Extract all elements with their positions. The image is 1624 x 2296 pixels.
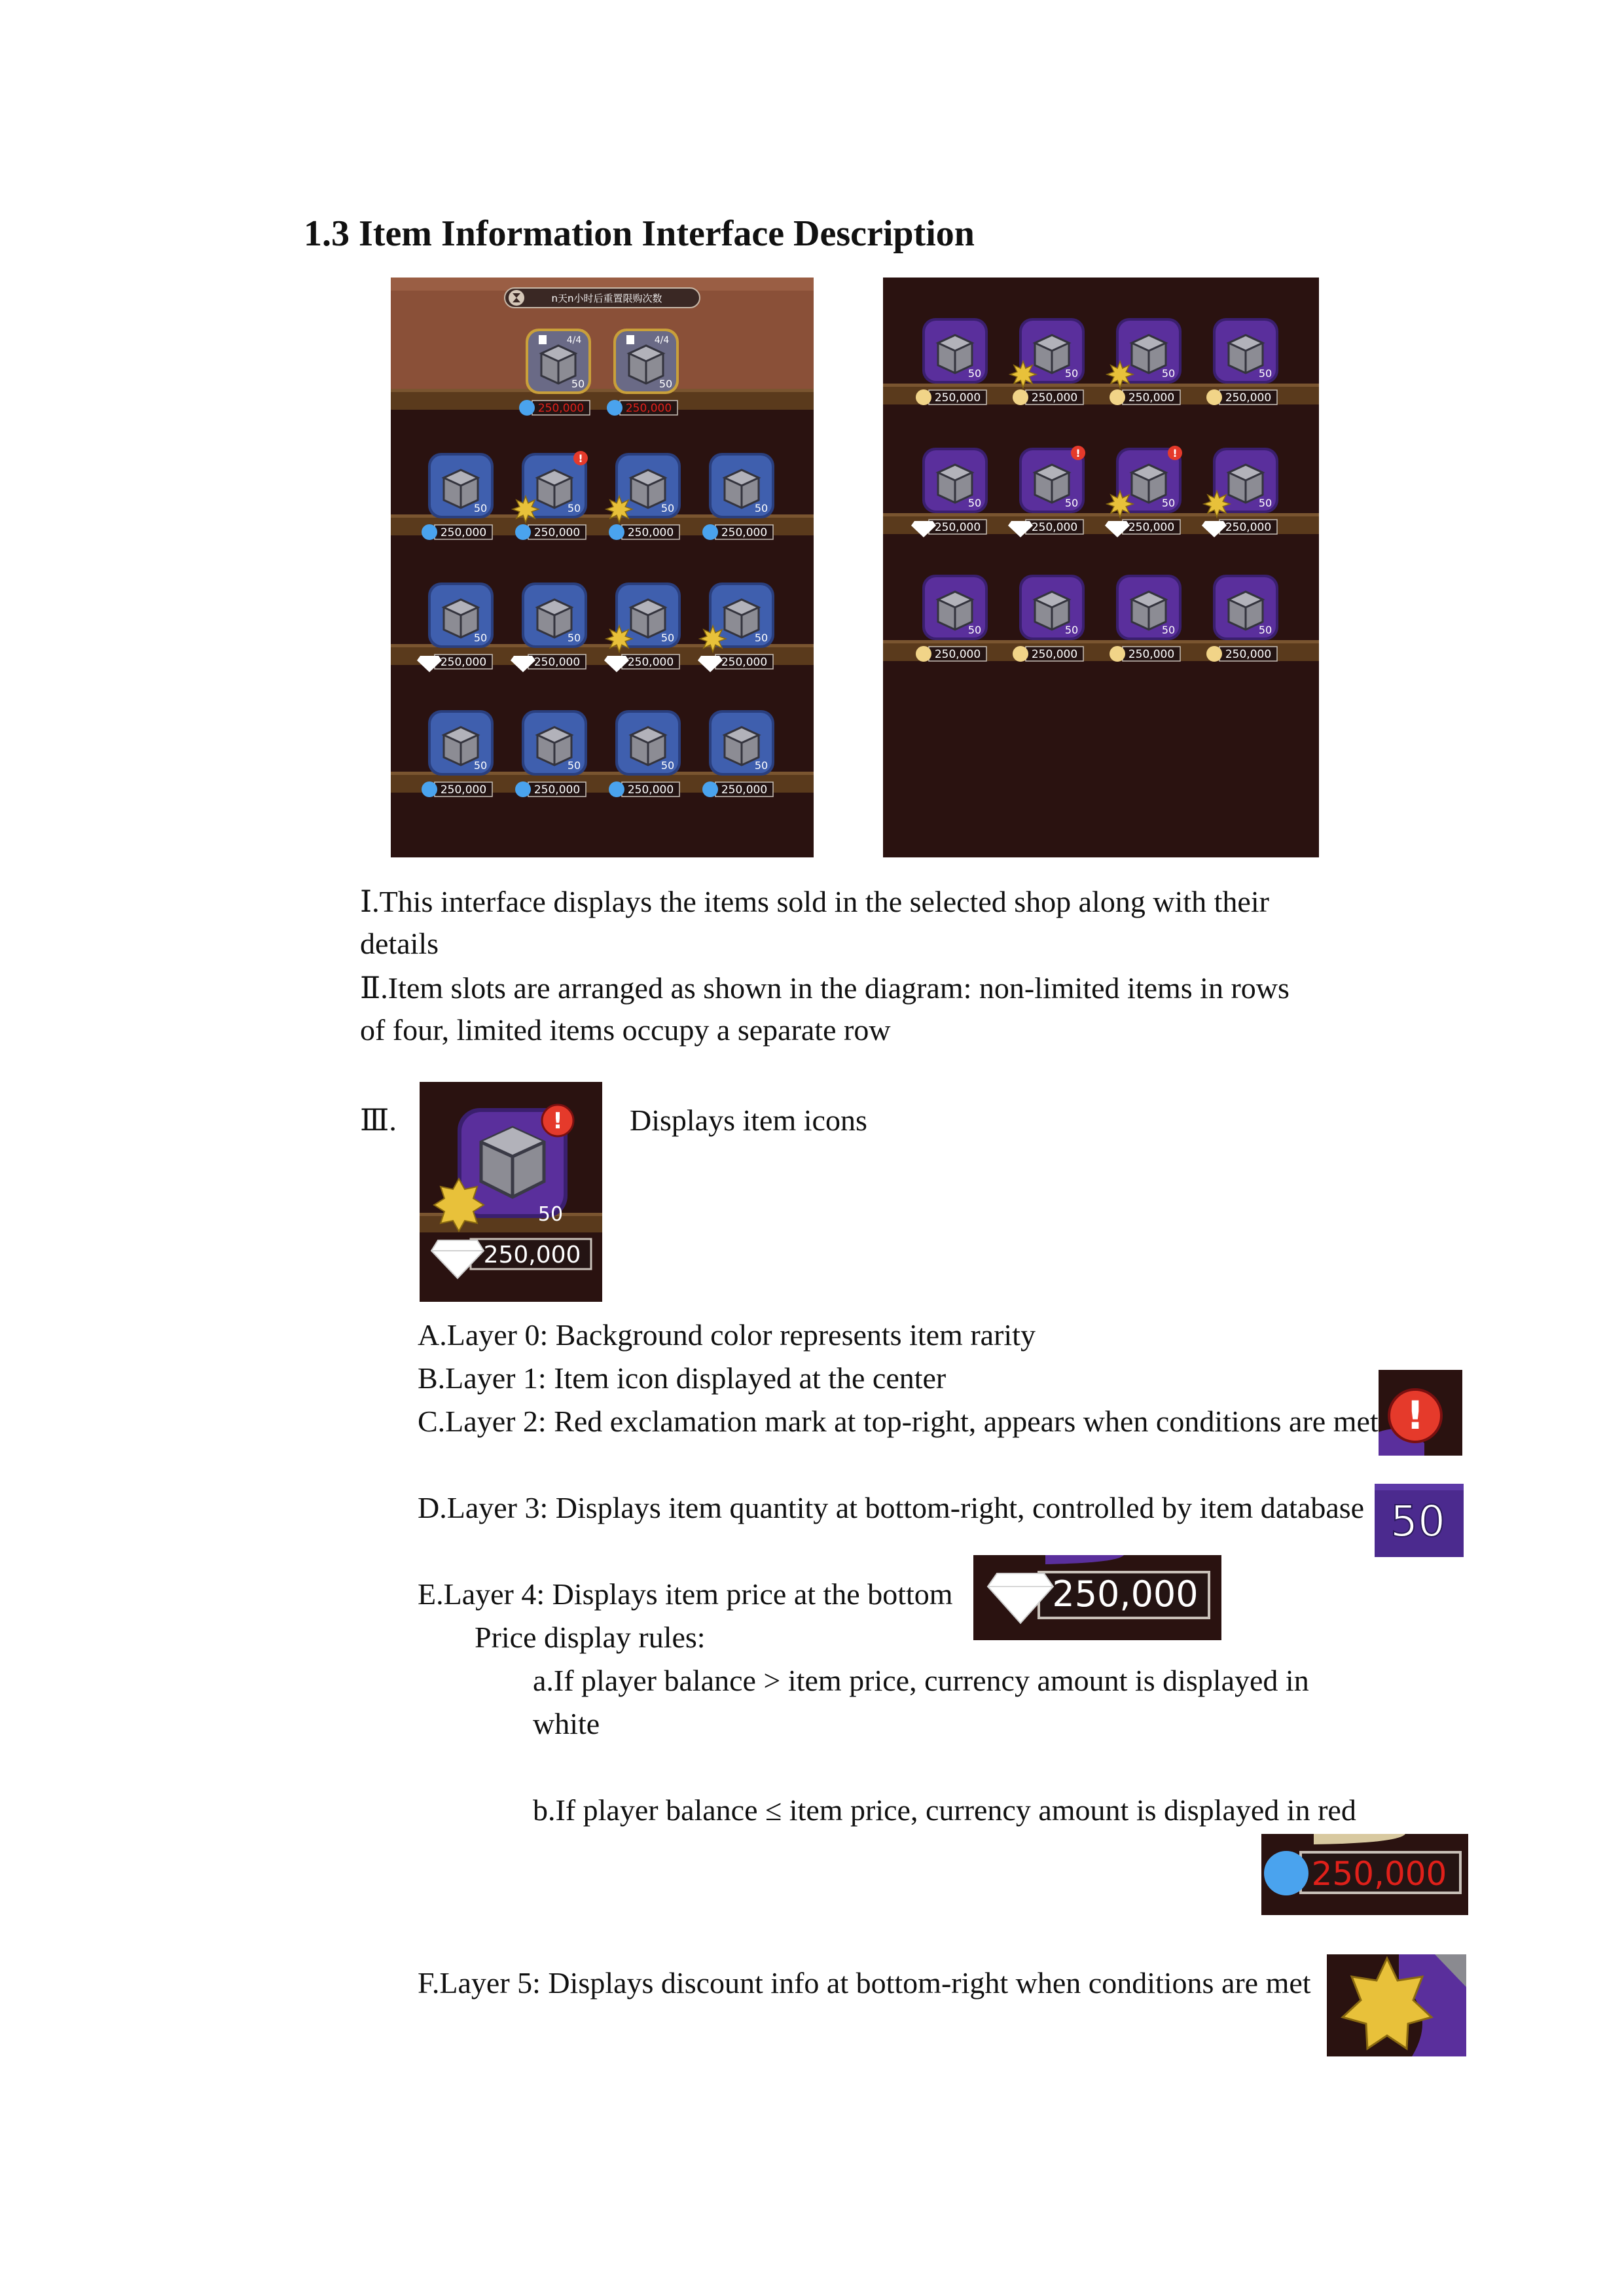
slot-quantity: 50 xyxy=(1064,497,1079,509)
price-sample-red: 250,000 xyxy=(1311,1855,1447,1893)
slot-price: 250,000 xyxy=(625,402,672,415)
cube-icon xyxy=(1229,592,1263,630)
discount-star-icon xyxy=(606,496,632,522)
section-2-text: Item slots are arranged as shown in the diagram: non-limited items in rows xyxy=(388,971,1290,1005)
cube-icon xyxy=(1035,335,1069,373)
slot-price: 250,000 xyxy=(533,526,581,539)
discount-star-icon xyxy=(1010,361,1036,387)
slot-quantity: 50 xyxy=(660,502,675,514)
item-slot xyxy=(1202,448,1278,537)
swatch-exclamation xyxy=(1379,1370,1462,1456)
swatch-discount xyxy=(1327,1954,1466,2056)
gold-coin-icon xyxy=(1206,646,1222,662)
section-3-text: Displays item icons xyxy=(630,1103,867,1137)
slot-price: 250,000 xyxy=(1128,648,1175,661)
slot-price: 250,000 xyxy=(1031,391,1078,404)
cube-icon xyxy=(541,346,575,384)
gold-coin-icon xyxy=(916,389,931,405)
cube-icon xyxy=(1132,335,1166,373)
layer-d-text: D.Layer 3: Displays item quantity at bottom-right, controlled by item database xyxy=(418,1491,1365,1524)
cube-icon xyxy=(938,465,972,503)
slot-price: 250,000 xyxy=(533,783,581,797)
item-slot xyxy=(911,448,988,537)
example-item-slot xyxy=(420,1082,602,1302)
cube-icon xyxy=(1132,465,1166,503)
gold-coin-icon xyxy=(1013,646,1028,662)
svg-text:!: ! xyxy=(1075,447,1081,459)
slot-quantity: 50 xyxy=(659,378,673,390)
slot-price: 250,000 xyxy=(440,526,487,539)
discount-star-icon xyxy=(1107,361,1133,387)
item-slot xyxy=(1110,575,1182,662)
cube-icon xyxy=(725,600,759,637)
slot-price: 250,000 xyxy=(1225,521,1272,534)
blue-coin-icon xyxy=(609,781,624,797)
item-slot xyxy=(417,583,494,672)
slot-price: 250,000 xyxy=(483,1242,581,1268)
section-3-number: Ⅲ. xyxy=(360,1103,397,1137)
page-title: 1.3 Item Information Interface Description xyxy=(304,213,975,254)
slot-quantity: 50 xyxy=(967,367,982,380)
item-slot xyxy=(916,318,988,405)
section-2-text-cont: of four, limited items occupy a separate row xyxy=(360,1013,891,1047)
slot-price: 250,000 xyxy=(1031,648,1078,661)
slot-quantity: 50 xyxy=(473,502,488,514)
item-slot xyxy=(422,453,494,540)
slot-quantity: 50 xyxy=(754,759,768,772)
cube-icon xyxy=(725,470,759,508)
rule-a-text: a.If player balance > item price, currency amount is displayed in xyxy=(533,1664,1309,1697)
slot-price: 250,000 xyxy=(440,783,487,797)
blue-coin-icon xyxy=(515,781,531,797)
cube-icon xyxy=(537,727,571,765)
cube-icon xyxy=(1229,465,1263,503)
slot-quantity: 50 xyxy=(567,632,581,644)
quantity-sample: 50 xyxy=(1390,1496,1445,1547)
exclamation-badge-icon xyxy=(542,1105,573,1136)
item-slot xyxy=(1107,318,1182,405)
slot-quantity: 50 xyxy=(1161,497,1176,509)
swatch-quantity xyxy=(1375,1484,1464,1557)
slot-quantity: 50 xyxy=(1161,624,1176,636)
item-slot xyxy=(1105,446,1182,537)
cube-icon xyxy=(444,727,478,765)
slot-quantity: 50 xyxy=(473,759,488,772)
slot-price: 250,000 xyxy=(1128,391,1175,404)
slot-price: 250,000 xyxy=(627,656,674,669)
cube-icon xyxy=(1035,465,1069,503)
reset-banner xyxy=(505,288,700,308)
cube-icon xyxy=(481,1128,544,1197)
cube-icon xyxy=(938,592,972,630)
gold-coin-icon xyxy=(916,646,931,662)
section-1 xyxy=(360,881,1381,965)
shop-grid-right xyxy=(883,278,1319,857)
slot-quantity: 50 xyxy=(1258,367,1272,380)
purchase-limit: 4/4 xyxy=(566,335,582,346)
layer-a-text: A.Layer 0: Background color represents item rarity xyxy=(418,1318,1036,1352)
slot-price: 250,000 xyxy=(721,526,768,539)
exclamation-badge-icon xyxy=(1168,446,1182,460)
slot-quantity: 50 xyxy=(754,502,768,514)
slot-quantity: 50 xyxy=(967,624,982,636)
layer-e-text: E.Layer 4: Displays item price at the bottom xyxy=(418,1577,953,1611)
exclamation-badge-icon xyxy=(1071,446,1085,460)
bag-icon xyxy=(539,335,547,344)
section-2-number: Ⅱ. xyxy=(360,971,388,1005)
slot-price: 250,000 xyxy=(721,656,768,669)
slot-price: 250,000 xyxy=(627,783,674,797)
slot-price: 250,000 xyxy=(440,656,487,669)
exclamation-icon: ! xyxy=(1406,1393,1424,1439)
slot-price: 250,000 xyxy=(1031,521,1078,534)
gold-coin-icon xyxy=(1013,389,1028,405)
price-sample-white: 250,000 xyxy=(1052,1573,1199,1615)
slot-price: 250,000 xyxy=(1128,521,1175,534)
slot-quantity: 50 xyxy=(754,632,768,644)
cube-icon xyxy=(631,470,665,508)
gold-coin-icon xyxy=(1206,389,1222,405)
item-slot xyxy=(702,710,774,797)
blue-coin-icon xyxy=(422,524,437,540)
slot-price: 250,000 xyxy=(1225,648,1272,661)
slot-quantity: 50 xyxy=(571,378,585,390)
slot-price: 250,000 xyxy=(934,391,981,404)
blue-coin-icon xyxy=(515,524,531,540)
item-slot xyxy=(698,583,774,672)
bag-icon xyxy=(626,335,634,344)
cube-icon xyxy=(631,600,665,637)
cube-icon xyxy=(629,346,663,384)
blue-coin-icon xyxy=(1264,1851,1308,1895)
item-slot xyxy=(1206,575,1278,662)
slot-price: 250,000 xyxy=(934,648,981,661)
blue-coin-icon xyxy=(519,400,535,416)
price-rules-heading: Price display rules: xyxy=(475,1621,706,1654)
layer-b-text: B.Layer 1: Item icon displayed at the center xyxy=(418,1361,947,1395)
cube-icon xyxy=(444,600,478,637)
item-slot xyxy=(916,575,988,662)
swatch-price-red xyxy=(1261,1834,1468,1915)
slot-quantity: 50 xyxy=(1064,624,1079,636)
slot-price: 250,000 xyxy=(934,521,981,534)
item-slot xyxy=(513,451,588,540)
gold-coin-icon xyxy=(1110,389,1125,405)
gold-coin-icon xyxy=(1110,646,1125,662)
discount-star-icon xyxy=(434,1179,484,1231)
discount-star-icon xyxy=(1204,491,1230,517)
cube-icon xyxy=(1229,335,1263,373)
section-1-number: Ⅰ. xyxy=(360,885,380,918)
shop-panel-right xyxy=(883,278,1319,857)
layer-f-text: F.Layer 5: Displays discount info at bottom-right when conditions are met xyxy=(418,1966,1311,2000)
cube-icon xyxy=(1132,592,1166,630)
reset-banner-text: n天n小时后重置限购次数 xyxy=(551,293,662,304)
exclamation-badge-icon xyxy=(573,451,588,465)
item-slot xyxy=(515,710,587,797)
slot-price: 250,000 xyxy=(627,526,674,539)
cube-icon xyxy=(1035,592,1069,630)
blue-coin-icon xyxy=(422,781,437,797)
discount-star-icon xyxy=(606,626,632,652)
swatch-price-white xyxy=(973,1555,1221,1640)
section-1-text: This interface displays the items sold in the selected shop along with their xyxy=(379,885,1269,918)
slot-quantity: 50 xyxy=(660,759,675,772)
section-1-text-cont: details xyxy=(360,927,439,960)
item-slot xyxy=(422,710,494,797)
slot-price: 250,000 xyxy=(537,402,585,415)
item-slot xyxy=(1010,318,1085,405)
item-slot xyxy=(1008,446,1085,537)
rule-b-text: b.If player balance ≤ item price, currency amount is displayed in red xyxy=(533,1793,1356,1827)
section-2 xyxy=(360,967,1381,1051)
shop-panel-left xyxy=(391,278,814,857)
blue-coin-icon xyxy=(607,400,623,416)
item-slot xyxy=(511,583,587,672)
shop-grid-left xyxy=(391,278,814,857)
blue-coin-icon xyxy=(702,524,718,540)
cube-icon xyxy=(725,727,759,765)
discount-star-icon xyxy=(1107,491,1133,517)
item-slot xyxy=(702,453,774,540)
svg-text:!: ! xyxy=(552,1108,563,1134)
item-slot xyxy=(1206,318,1278,405)
slot-quantity: 50 xyxy=(1258,497,1272,509)
slot-quantity: 50 xyxy=(473,632,488,644)
cube-icon xyxy=(537,470,571,508)
cube-icon xyxy=(444,470,478,508)
slot-price: 250,000 xyxy=(721,783,768,797)
item-slot xyxy=(609,710,681,797)
slot-quantity: 50 xyxy=(537,1203,564,1226)
cube-icon xyxy=(537,600,571,637)
slot-quantity: 50 xyxy=(660,632,675,644)
slot-price: 250,000 xyxy=(1225,391,1272,404)
layer-c-text: C.Layer 2: Red exclamation mark at top-right, appears when conditions are met xyxy=(418,1405,1379,1438)
slot-quantity: 50 xyxy=(1064,367,1079,380)
discount-star-icon xyxy=(700,626,726,652)
item-slot xyxy=(1013,575,1085,662)
purchase-limit: 4/4 xyxy=(654,335,670,346)
discount-star-icon xyxy=(513,496,539,522)
rule-a-text-cont: white xyxy=(533,1707,600,1740)
blue-coin-icon xyxy=(609,524,624,540)
blue-coin-icon xyxy=(702,781,718,797)
svg-text:!: ! xyxy=(578,452,583,465)
slot-price: 250,000 xyxy=(533,656,581,669)
shelf xyxy=(391,391,814,410)
slot-quantity: 50 xyxy=(567,759,581,772)
cube-icon xyxy=(938,335,972,373)
slot-quantity: 50 xyxy=(1258,624,1272,636)
hourglass-icon xyxy=(509,290,524,306)
item-slot xyxy=(604,583,681,672)
cube-icon xyxy=(631,727,665,765)
slot-quantity: 50 xyxy=(1161,367,1176,380)
svg-text:!: ! xyxy=(1172,447,1178,459)
item-slot xyxy=(606,453,681,540)
slot-quantity: 50 xyxy=(567,502,581,514)
slot-quantity: 50 xyxy=(967,497,982,509)
